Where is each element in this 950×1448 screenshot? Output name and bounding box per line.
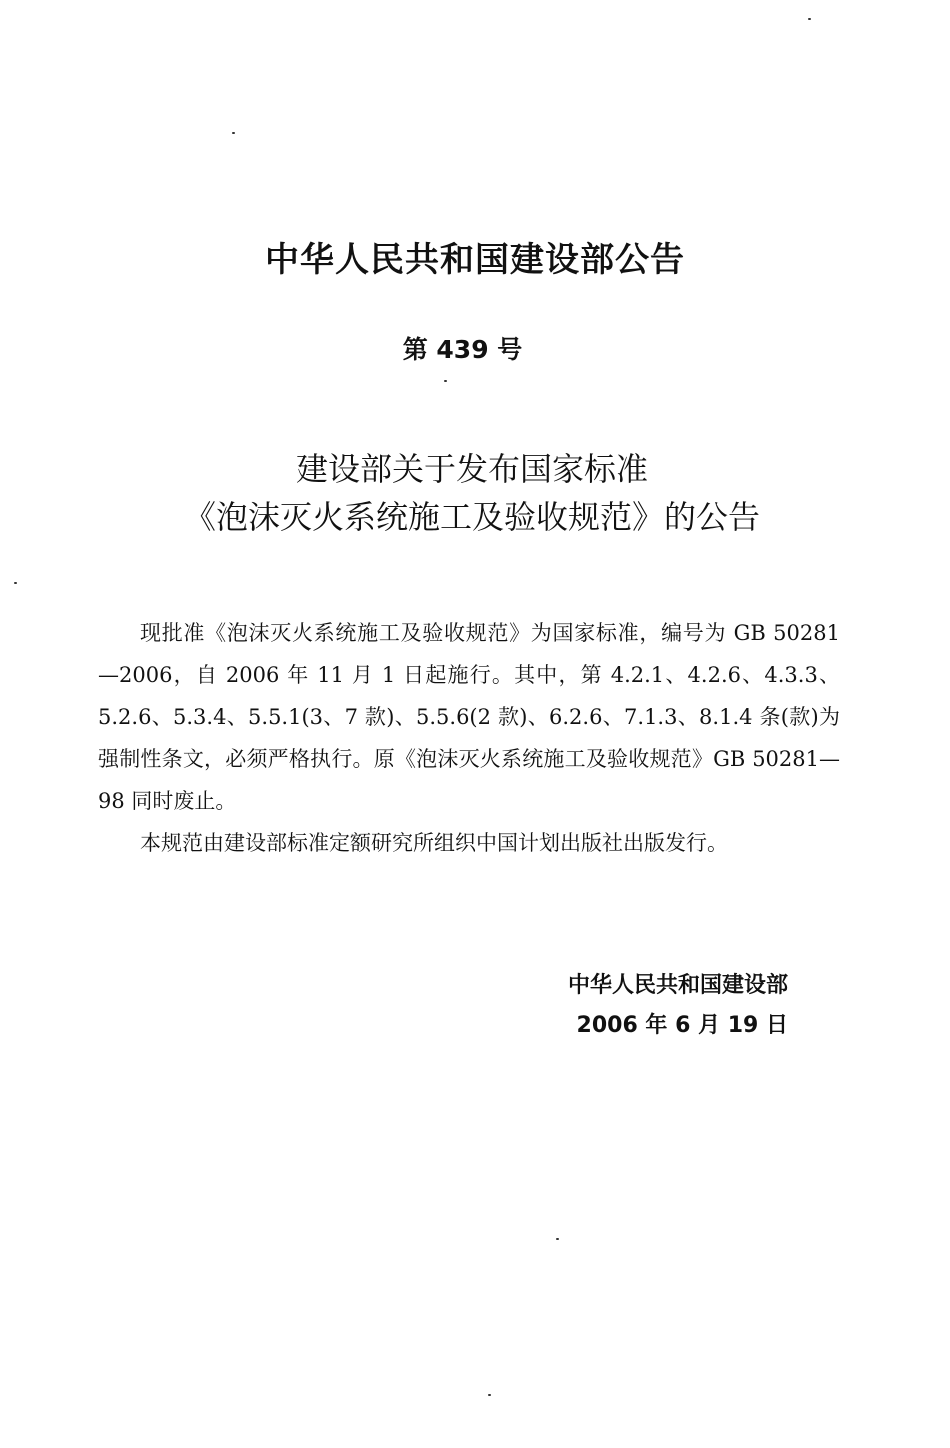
subtitle-line-1: 建设部关于发布国家标准 bbox=[295, 450, 648, 488]
paragraph-approval: 现批准《泡沫灭火系统施工及验收规范》为国家标准，编号为 GB 50281—2006，自 2006 年 11 月 1 日起施行。其中，第 4.2.1、4.2.6、4.3.3、5.2.6、5.3.4、5.5.1(3、7 款)、5.5.6(2 款)、6.2.6、7.1.3、8.1.4 条(款)为强制性条文，必须严格执行。原《泡沫灭火系统施工及验收规范》GB 50281—98 同时废止。 bbox=[98, 621, 840, 813]
subtitle-line-2: 《泡沫灭火系统施工及验收规范》的公告 bbox=[183, 498, 760, 536]
announcement-body bbox=[98, 612, 840, 864]
scan-speck bbox=[444, 380, 447, 382]
issue-number: 第 439 号 bbox=[402, 335, 523, 364]
signature-date: 2006 年 6 月 19 日 bbox=[576, 1013, 788, 1038]
scan-speck bbox=[488, 1394, 491, 1396]
main-title: 中华人民共和国建设部公告 bbox=[265, 240, 685, 280]
scan-speck bbox=[14, 582, 17, 584]
scan-speck bbox=[808, 18, 811, 20]
scan-speck bbox=[556, 1238, 559, 1240]
scan-speck bbox=[232, 132, 235, 134]
signature-organization: 中华人民共和国建设部 bbox=[567, 973, 788, 998]
signature-block bbox=[568, 966, 788, 1046]
paragraph-publisher: 本规范由建设部标准定额研究所组织中国计划出版社出版发行。 bbox=[140, 831, 728, 855]
